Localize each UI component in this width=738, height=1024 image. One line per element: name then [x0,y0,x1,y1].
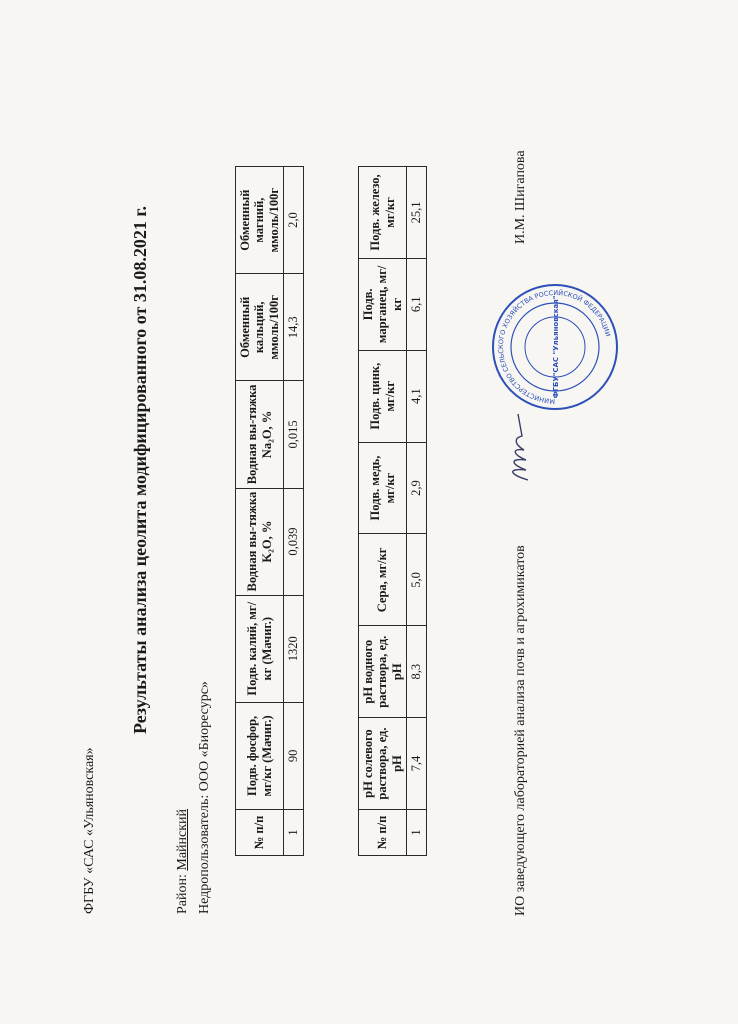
col-header: Обменный кальций, ммоль/100г [236,274,284,381]
col-header: № п/п [359,810,407,856]
table-cell: 2,9 [407,442,427,534]
table-cell: 5,0 [407,534,427,626]
col-header: № п/п [236,810,284,856]
table-cell: 8,3 [407,626,427,718]
table-header-row [236,167,284,856]
stamp-ring-text: МИНИСТЕРСТВО СЕЛЬСКОГО ХОЗЯЙСТВА РОССИЙСКОЙ ФЕДЕРАЦИИ [496,288,612,406]
signer-role: ИО заведующего лабораторией анализа почв и агрохимикатов [513,545,528,916]
col-header: pH водного раствора, ед. pH [359,626,407,718]
district-label: Район: [175,870,190,914]
subsoil-user-line: Недропользователь: ООО «Биоресурс» [197,681,212,914]
stamp-inner-text: ФГБУ"САС "Ульяновская" [552,295,560,399]
table-cell: 6,1 [407,258,427,350]
table-cell: 0,039 [284,488,304,595]
results-table-2 [358,166,427,856]
table-cell: 2,0 [284,167,304,274]
col-header: Подв. железо, мг/кг [359,167,407,259]
col-header: Подв. цинк, мг/кг [359,350,407,442]
table-cell: 0,015 [284,381,304,488]
table-row [407,167,427,856]
results-table-1 [235,166,304,856]
table-row [284,167,304,856]
document-title: Результаты анализа цеолита модифицированного от 31.08.2021 г. [130,205,150,734]
col-header: Водная вы-тяжка Na₂O, % [236,381,284,488]
organization-name: ФГБУ «САС «Ульяновская» [82,747,97,914]
table-cell: 4,1 [407,350,427,442]
signer-name: И.М. Шигапова [513,150,528,244]
table-cell: 1 [407,810,427,856]
table-cell: 1 [284,810,304,856]
col-header: pH солевого раствора, ед. pH [359,718,407,810]
table-cell: 14,3 [284,274,304,381]
table-header-row [359,167,407,856]
district-line [175,809,191,914]
col-header: Сера, мг/кг [359,534,407,626]
official-stamp-icon [490,282,620,412]
col-header: Водная вы-тяжка K₂O, % [236,488,284,595]
district-value: Майнский [175,808,190,871]
table-cell: 1320 [284,595,304,702]
table-cell: 90 [284,702,304,809]
table-cell: 25,1 [407,167,427,259]
col-header: Подв. марганец, мг/кг [359,258,407,350]
table-cell: 7,4 [407,718,427,810]
col-header: Подв. медь, мг/кг [359,442,407,534]
col-header: Подв. калий, мг/кг (Мачиг.) [236,595,284,702]
col-header: Обменный магний, ммоль/100г [236,167,284,274]
signature-icon [500,404,540,484]
col-header: Подв. фосфор, мг/кг (Мачиг.) [236,702,284,809]
